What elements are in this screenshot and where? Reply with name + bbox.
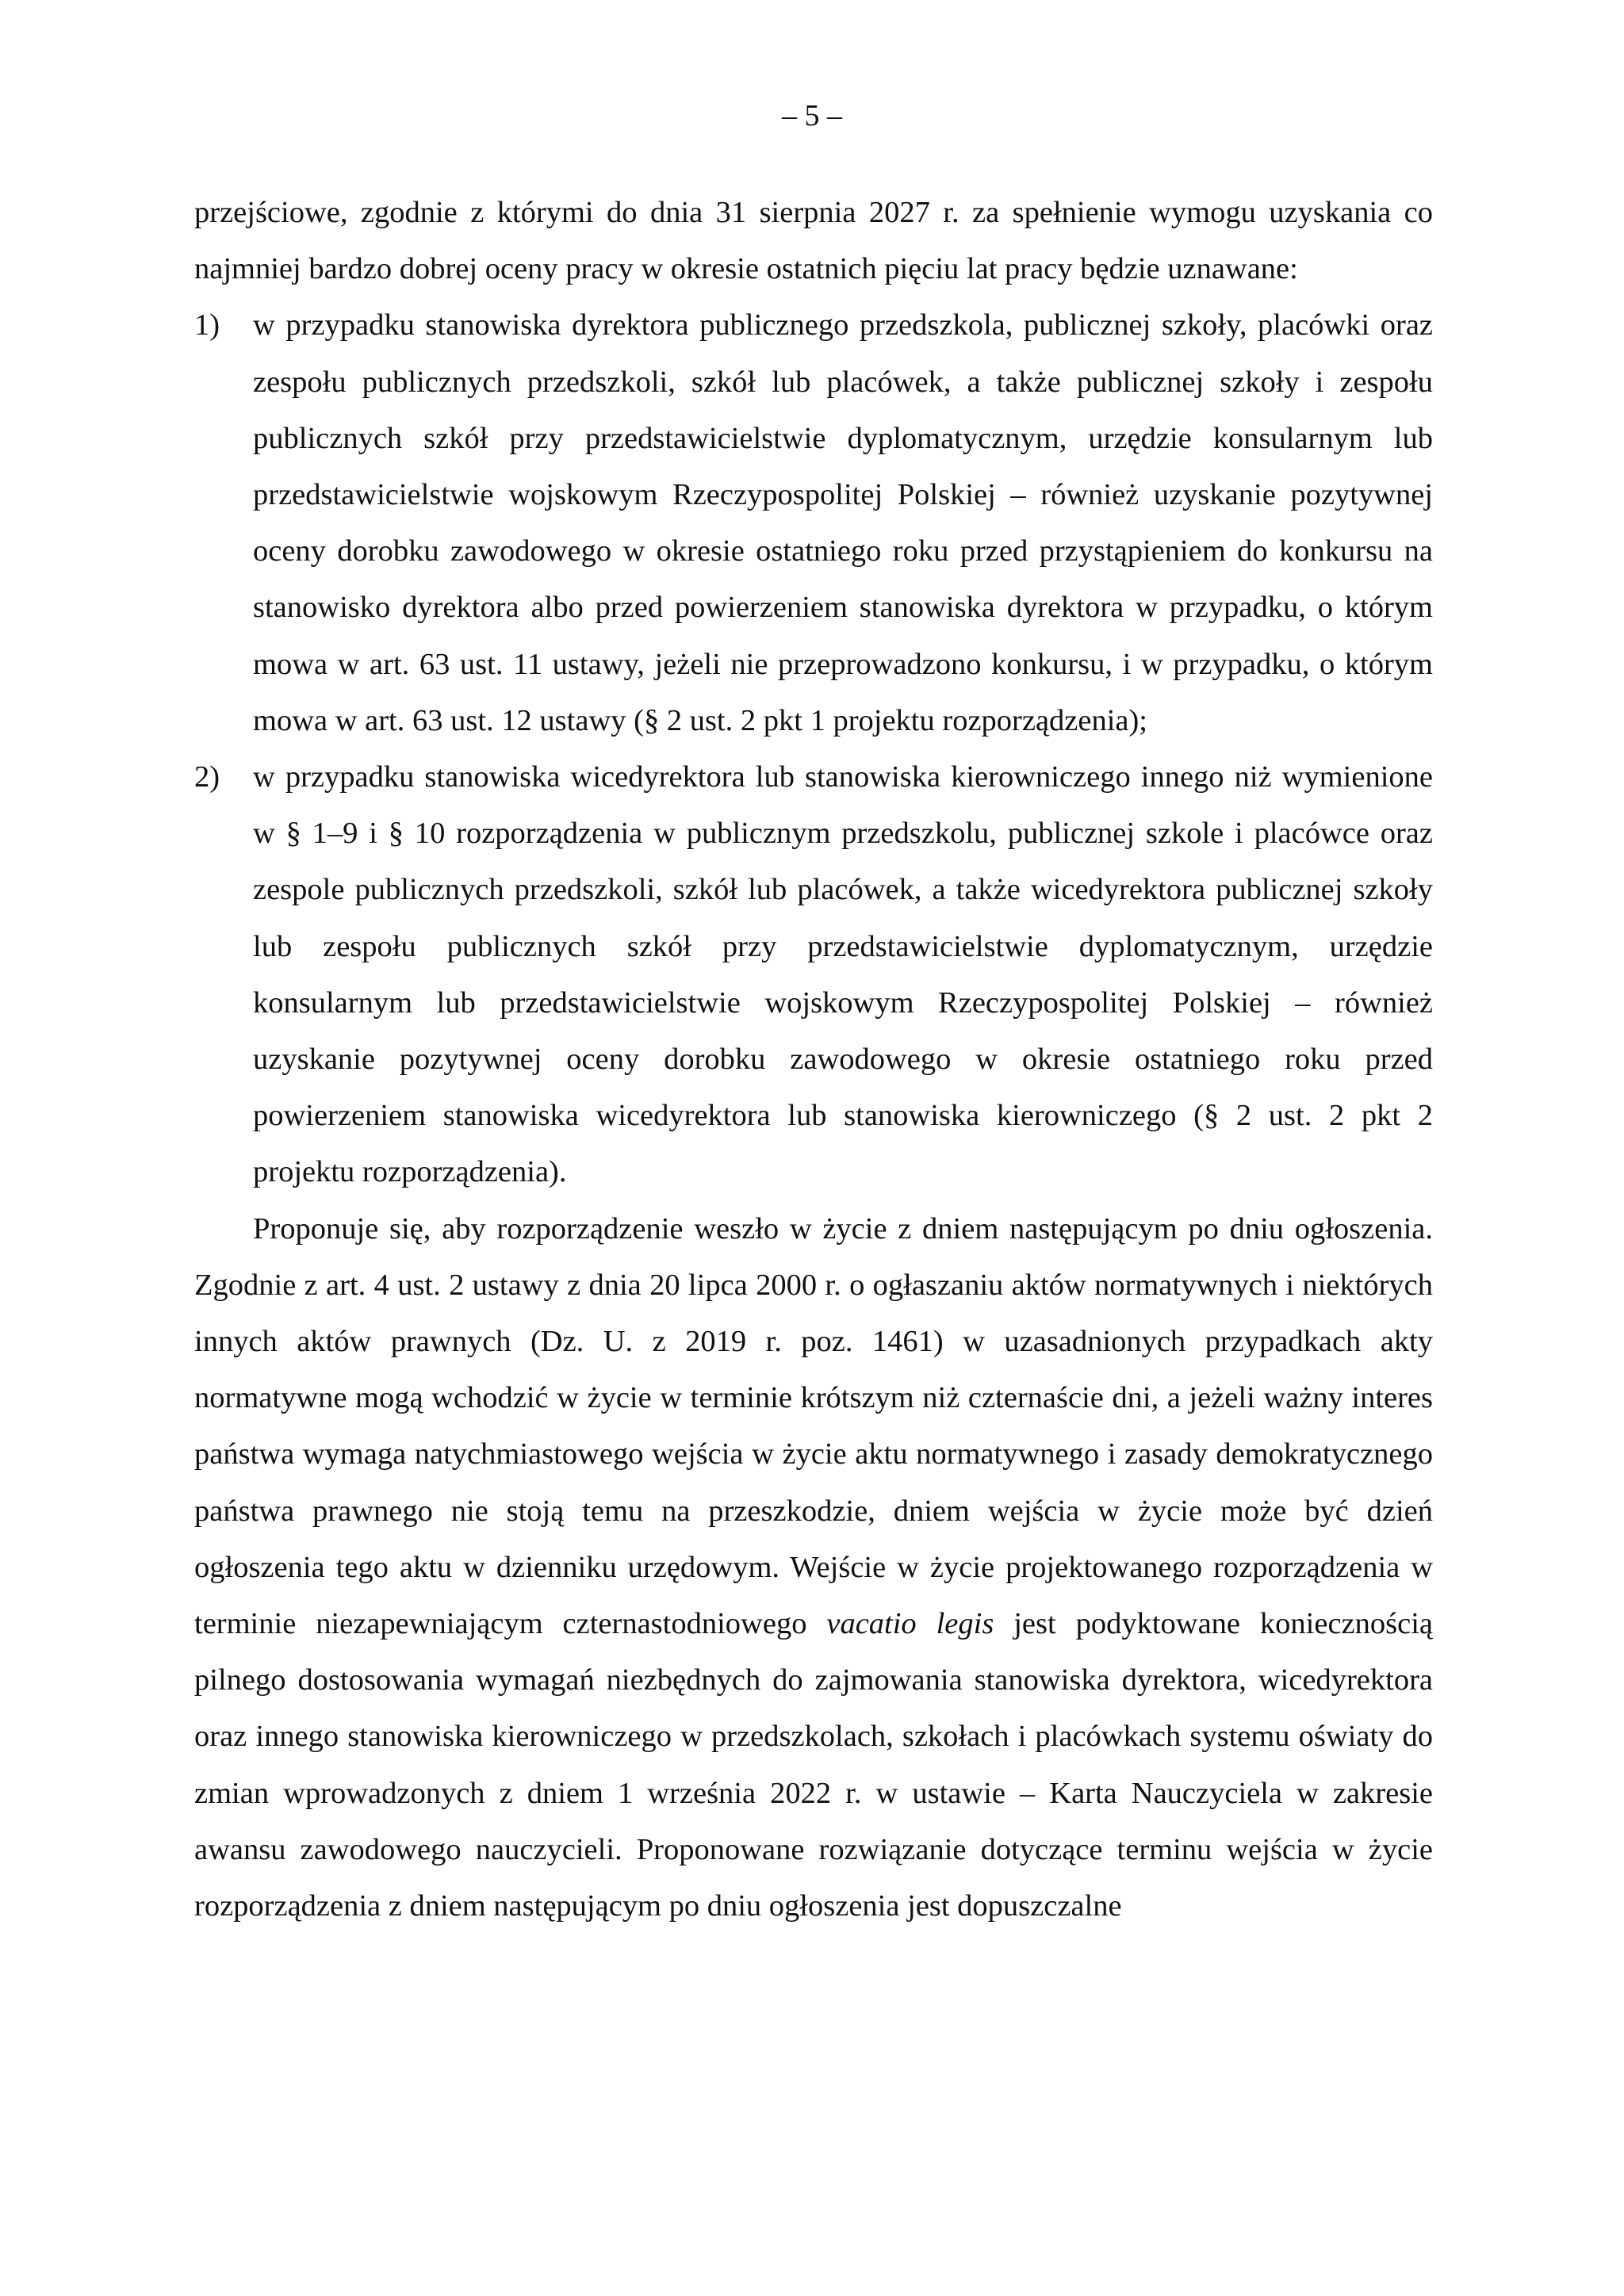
list-item-text: w przypadku stanowiska wicedyrektora lub stanowiska kierowniczego innego niż wymienione w § 1–9 i § 10 rozporządzenia w publicznym przedszkolu, publicznej szkole i placówce oraz zespole publicznych przedszkoli, szkół lub placówek, a także wicedyrektora publicznej szkoły lub zespołu publicznych szkół przy przedstawicielstwie dyplomatycznym, urzędzie konsularnym lub przedstawicielstwie wojskowym Rzeczypospolitej Polskiej – również uzyskanie pozytywnej oceny dorobku zawodowego w okresie ostatniego roku przed powierzeniem stanowiska wicedyrektora lub stanowiska kierowniczego (§ 2 ust. 2 pkt 2 projektu rozporządzenia). [253, 760, 1433, 1189]
list-item-number: 1) [194, 308, 220, 342]
list-item-text: w przypadku stanowiska dyrektora publicznego przedszkola, publicznej szkoły, placówki oraz zespołu publicznych przedszkoli, szkół lub placówek, a także publicznej szkoły i zespołu publicznych szkół przy przedstawicielstwie dyplomatycznym, urzędzie konsularnym lub przedstawicielstwie wojskowym Rzeczypospolitej Polskiej – również uzyskanie pozytywnej oceny dorobku zawodowego w okresie ostatniego roku przed przystąpieniem do konkursu na stanowisko dyrektora albo przed powierzeniem stanowiska dyrektora w przypadku, o którym mowa w art. 63 ust. 11 ustawy, jeżeli nie przeprowadzono konkursu, i w przypadku, o którym mowa w art. 63 ust. 12 ustawy (§ 2 ust. 2 pkt 1 projektu rozporządzenia); [253, 308, 1433, 737]
requirements-list [194, 297, 1433, 1200]
paragraph-text-part-1: Proponuje się, aby rozporządzenie weszło w życie z dniem następującym po dniu ogłoszenia. Zgodnie z art. 4 ust. 2 ustawy z dnia 20 lipca 2000 r. o ogłaszaniu aktów normatywnych i niektórych innych aktów prawnych (Dz. U. z 2019 r. poz. 1461) w uzasadnionych przypadkach akty normatywne mogą wchodzić w życie w terminie krótszym niż czternaście dni, a jeżeli ważny interes państwa wymaga natychmiastowego wejścia w życie aktu normatywnego i zasady demokratycznego państwa prawnego nie stoją temu na przeszkodzie, dniem wejścia w życie może być dzień ogłoszenia tego aktu w dzienniku urzędowym. Wejście w życie projektowanego rozporządzenia w terminie niezapewniającym czternastodniowego [194, 1211, 1433, 1641]
document-body [194, 185, 1433, 1934]
list-item [194, 297, 1433, 749]
page-number: – 5 – [782, 99, 842, 132]
list-item-number: 2) [194, 760, 220, 794]
entry-into-force-paragraph [194, 1201, 1433, 1935]
list-item [194, 749, 1433, 1201]
intro-paragraph: przejściowe, zgodnie z którymi do dnia 31 sierpnia 2027 r. za spełnienie wymogu uzyskania co najmniej bardzo dobrej oceny pracy w okresie ostatnich pięciu lat pracy będzie uznawane: [194, 196, 1433, 286]
vacatio-legis-term: vacatio legis [826, 1607, 994, 1641]
paragraph-text-part-2: jest podyktowane koniecznością pilnego dostosowania wymagań niezbędnych do zajmowania stanowiska dyrektora, wicedyrektora oraz innego stanowiska kierowniczego w przedszkolach, szkołach i placówkach systemu oświaty do zmian wprowadzonych z dniem 1 września 2022 r. w ustawie – Karta Nauczyciela w zakresie awansu zawodowego nauczycieli. Proponowane rozwiązanie dotyczące terminu wejścia w życie rozporządzenia z dniem następującym po dniu ogłoszenia jest dopuszczalne [194, 1607, 1433, 1923]
